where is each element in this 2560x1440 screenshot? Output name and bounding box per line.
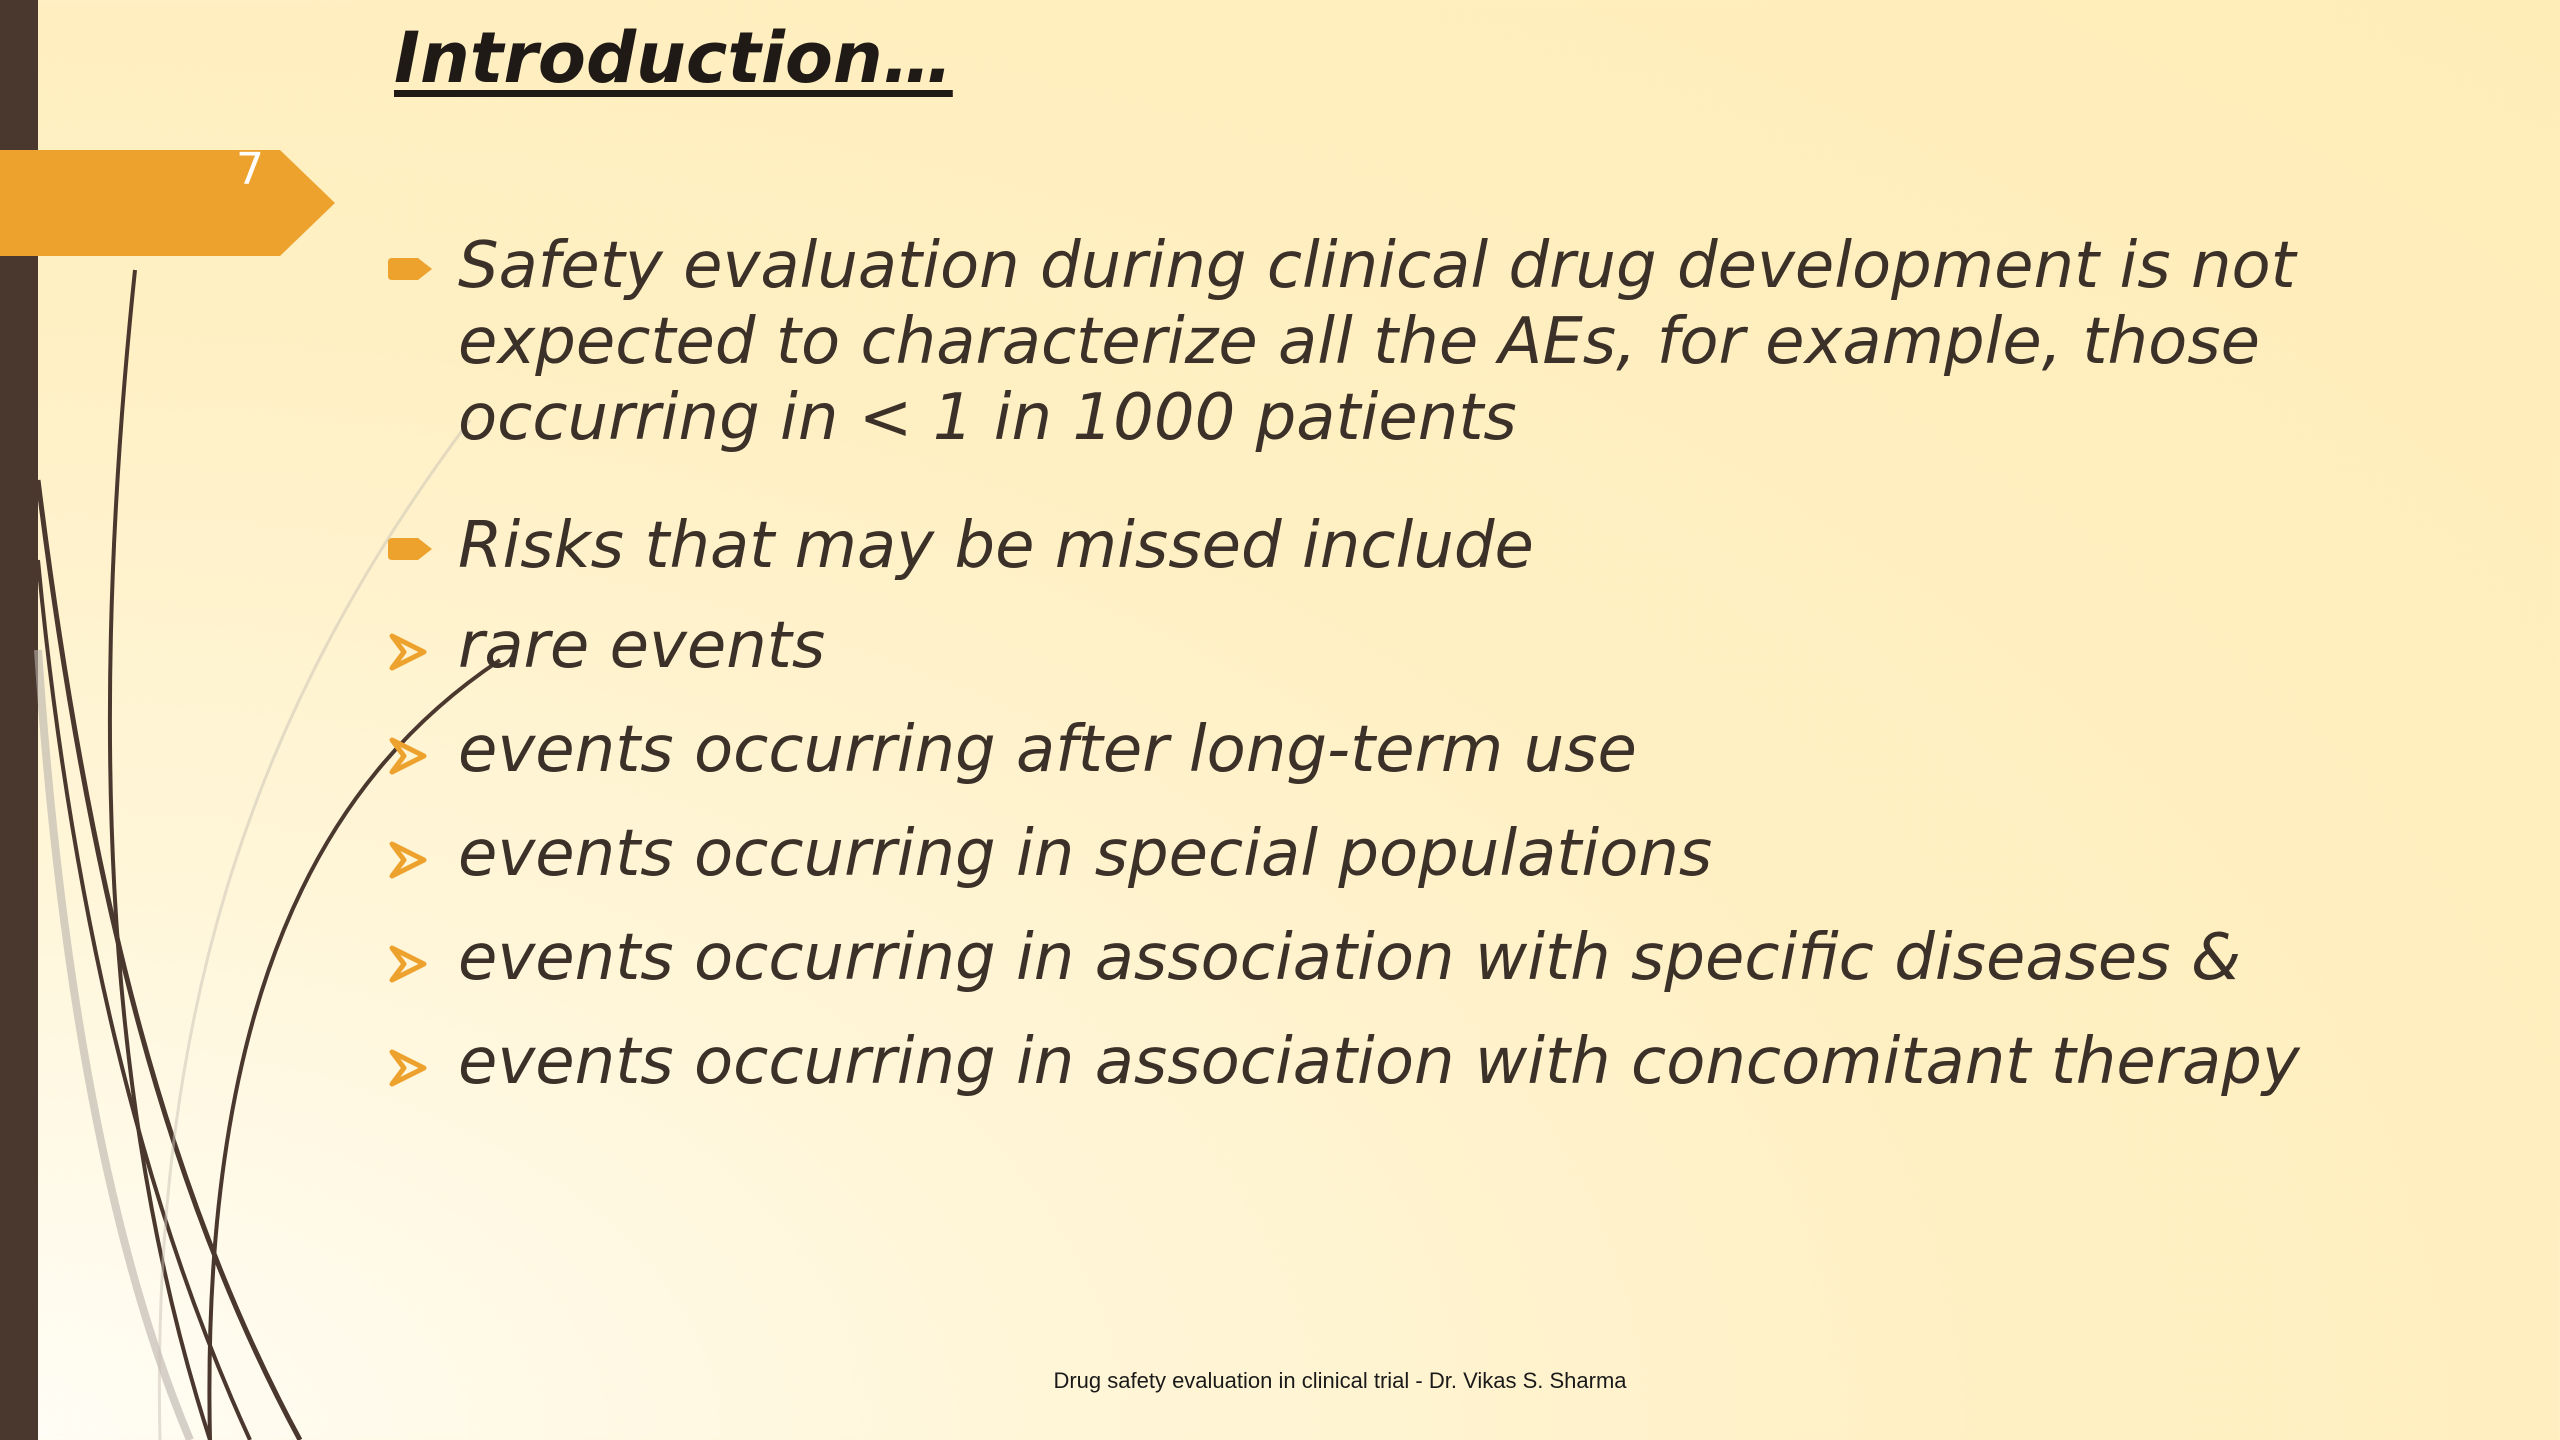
bullet-item: [388, 508, 2448, 584]
slide-number: 7: [236, 144, 264, 195]
arrow-tag-icon: [388, 256, 434, 282]
sub-bullet-text: events occurring after long-term use: [458, 713, 1637, 787]
chevron-arrow-icon: [388, 736, 428, 776]
chevron-arrow-icon: [388, 944, 428, 984]
chevron-arrow-icon: [388, 840, 428, 880]
sub-bullet-item: [388, 906, 2448, 1010]
slide-footer: Drug safety evaluation in clinical trial - Dr. Vikas S. Sharma: [1053, 1368, 1627, 1393]
arrow-tag-icon: [388, 536, 434, 562]
sub-bullet-text: events occurring in association with specific diseases &: [458, 921, 2241, 995]
bullet-text: Safety evaluation during clinical drug development is not expected to characterize all the AEs, for example, those occurring in < 1 in 1000 patients: [458, 229, 2296, 455]
chevron-arrow-icon: [388, 632, 428, 672]
bullet-item: [388, 228, 2448, 456]
slide-body: [388, 228, 2448, 1114]
sub-bullet-item: [388, 802, 2448, 906]
sub-bullet-item: [388, 594, 2448, 698]
sub-bullet-item: [388, 1010, 2448, 1114]
sub-bullet-text: rare events: [458, 609, 826, 683]
sub-bullet-item: [388, 698, 2448, 802]
sub-bullet-text: events occurring in association with concomitant therapy: [458, 1025, 2300, 1099]
bullet-text: Risks that may be missed include: [458, 509, 1534, 583]
slide-title: Introduction…: [394, 17, 953, 99]
slide-number-tag: [0, 150, 335, 256]
chevron-arrow-icon: [388, 1048, 428, 1088]
sub-bullet-text: events occurring in special populations: [458, 817, 1713, 891]
